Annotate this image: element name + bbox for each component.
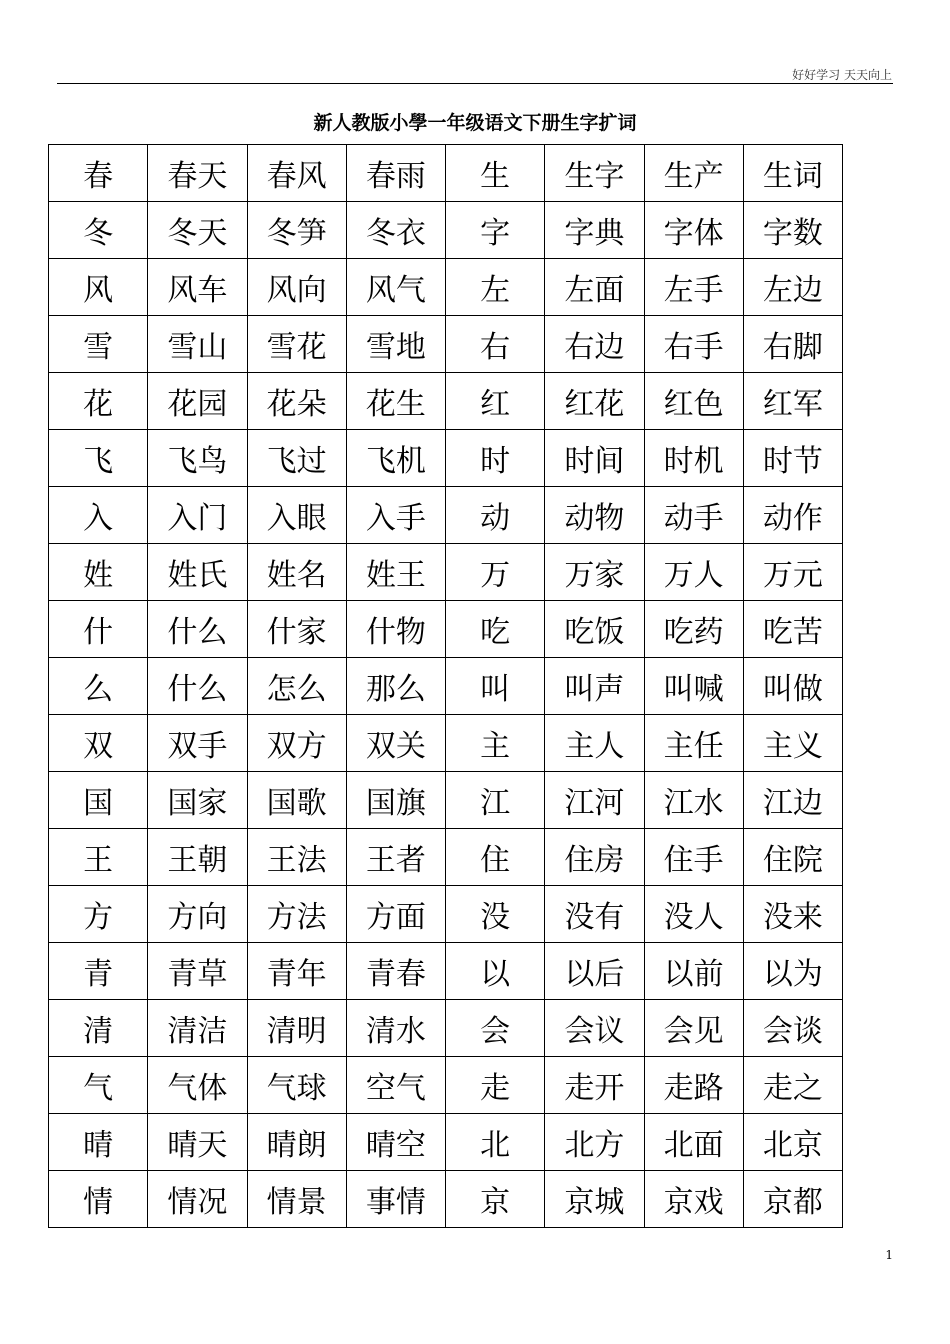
table-row [49, 601, 843, 658]
page-number: 1 [885, 1248, 893, 1262]
word-cell: 京戏 [644, 1171, 743, 1228]
word-cell: 国家 [148, 772, 247, 829]
character-cell: 江 [446, 772, 545, 829]
word-cell: 没人 [644, 886, 743, 943]
word-cell: 北方 [545, 1114, 644, 1171]
word-cell: 住手 [644, 829, 743, 886]
word-cell: 空气 [346, 1057, 445, 1114]
word-cell: 字体 [644, 202, 743, 259]
word-cell: 叫做 [743, 658, 842, 715]
word-cell: 右手 [644, 316, 743, 373]
word-cell: 入手 [346, 487, 445, 544]
table-row [49, 259, 843, 316]
character-cell: 红 [446, 373, 545, 430]
table-row [49, 145, 843, 202]
word-cell: 春天 [148, 145, 247, 202]
word-cell: 北面 [644, 1114, 743, 1171]
character-cell: 春 [49, 145, 148, 202]
page-title: 新人教版小學一年级语文下册生字扩词 [313, 112, 637, 134]
word-cell: 晴天 [148, 1114, 247, 1171]
word-cell: 花朵 [247, 373, 346, 430]
word-cell: 气体 [148, 1057, 247, 1114]
word-cell: 雪花 [247, 316, 346, 373]
word-cell: 姓氏 [148, 544, 247, 601]
word-cell: 以后 [545, 943, 644, 1000]
word-cell: 会谈 [743, 1000, 842, 1057]
character-cell: 叫 [446, 658, 545, 715]
word-cell: 时机 [644, 430, 743, 487]
word-cell: 万元 [743, 544, 842, 601]
character-cell: 入 [49, 487, 148, 544]
character-cell: 风 [49, 259, 148, 316]
word-cell: 双手 [148, 715, 247, 772]
character-cell: 没 [446, 886, 545, 943]
character-cell: 什 [49, 601, 148, 658]
character-cell: 青 [49, 943, 148, 1000]
character-cell: 冬 [49, 202, 148, 259]
character-cell: 花 [49, 373, 148, 430]
word-cell: 飞过 [247, 430, 346, 487]
character-table [48, 144, 843, 1228]
word-cell: 情景 [247, 1171, 346, 1228]
word-cell: 青年 [247, 943, 346, 1000]
table-row [49, 886, 843, 943]
word-cell: 方面 [346, 886, 445, 943]
word-cell: 雪地 [346, 316, 445, 373]
character-cell: 吃 [446, 601, 545, 658]
character-cell: 会 [446, 1000, 545, 1057]
word-cell: 冬衣 [346, 202, 445, 259]
word-cell: 主人 [545, 715, 644, 772]
character-cell: 雪 [49, 316, 148, 373]
word-cell: 国旗 [346, 772, 445, 829]
table-row [49, 202, 843, 259]
word-cell: 会见 [644, 1000, 743, 1057]
table-row [49, 829, 843, 886]
character-cell: 么 [49, 658, 148, 715]
word-cell: 什物 [346, 601, 445, 658]
header-text: 好好学习 天天向上 [792, 68, 892, 82]
word-cell: 动作 [743, 487, 842, 544]
word-cell: 春风 [247, 145, 346, 202]
word-cell: 方向 [148, 886, 247, 943]
word-cell: 京都 [743, 1171, 842, 1228]
word-cell: 飞鸟 [148, 430, 247, 487]
character-cell: 双 [49, 715, 148, 772]
word-cell: 字典 [545, 202, 644, 259]
word-cell: 王朝 [148, 829, 247, 886]
character-cell: 时 [446, 430, 545, 487]
character-cell: 国 [49, 772, 148, 829]
word-cell: 晴朗 [247, 1114, 346, 1171]
word-cell: 清明 [247, 1000, 346, 1057]
word-cell: 王法 [247, 829, 346, 886]
character-cell: 住 [446, 829, 545, 886]
character-cell: 以 [446, 943, 545, 1000]
word-cell: 吃药 [644, 601, 743, 658]
table-row [49, 544, 843, 601]
word-cell: 生词 [743, 145, 842, 202]
word-cell: 什么 [148, 601, 247, 658]
table-row [49, 1171, 843, 1228]
table-row [49, 430, 843, 487]
word-cell: 以为 [743, 943, 842, 1000]
word-cell: 江河 [545, 772, 644, 829]
table-row [49, 658, 843, 715]
word-cell: 双方 [247, 715, 346, 772]
table-row [49, 1057, 843, 1114]
table-row [49, 1114, 843, 1171]
word-cell: 雪山 [148, 316, 247, 373]
word-cell: 飞机 [346, 430, 445, 487]
character-cell: 气 [49, 1057, 148, 1114]
character-cell: 方 [49, 886, 148, 943]
character-cell: 右 [446, 316, 545, 373]
word-cell: 红色 [644, 373, 743, 430]
word-cell: 字数 [743, 202, 842, 259]
character-cell: 主 [446, 715, 545, 772]
word-cell: 右脚 [743, 316, 842, 373]
word-cell: 时节 [743, 430, 842, 487]
word-cell: 情况 [148, 1171, 247, 1228]
word-cell: 万家 [545, 544, 644, 601]
word-cell: 主义 [743, 715, 842, 772]
word-cell: 叫喊 [644, 658, 743, 715]
word-cell: 生产 [644, 145, 743, 202]
word-cell: 生字 [545, 145, 644, 202]
word-cell: 气球 [247, 1057, 346, 1114]
word-cell: 风向 [247, 259, 346, 316]
word-cell: 走开 [545, 1057, 644, 1114]
word-cell: 什家 [247, 601, 346, 658]
word-cell: 姓王 [346, 544, 445, 601]
character-cell: 万 [446, 544, 545, 601]
word-cell: 右边 [545, 316, 644, 373]
word-cell: 动物 [545, 487, 644, 544]
word-cell: 北京 [743, 1114, 842, 1171]
word-cell: 事情 [346, 1171, 445, 1228]
word-cell: 动手 [644, 487, 743, 544]
word-cell: 吃苦 [743, 601, 842, 658]
word-cell: 会议 [545, 1000, 644, 1057]
table-row [49, 487, 843, 544]
character-cell: 情 [49, 1171, 148, 1228]
word-cell: 怎么 [247, 658, 346, 715]
character-cell: 京 [446, 1171, 545, 1228]
character-cell: 字 [446, 202, 545, 259]
word-cell: 清洁 [148, 1000, 247, 1057]
word-cell: 左手 [644, 259, 743, 316]
word-cell: 红军 [743, 373, 842, 430]
character-cell: 姓 [49, 544, 148, 601]
character-cell: 晴 [49, 1114, 148, 1171]
table-row [49, 316, 843, 373]
character-cell: 生 [446, 145, 545, 202]
word-cell: 方法 [247, 886, 346, 943]
word-cell: 红花 [545, 373, 644, 430]
word-cell: 清水 [346, 1000, 445, 1057]
word-cell: 以前 [644, 943, 743, 1000]
character-cell: 左 [446, 259, 545, 316]
word-cell: 风车 [148, 259, 247, 316]
table-row [49, 1000, 843, 1057]
word-cell: 什么 [148, 658, 247, 715]
word-cell: 住房 [545, 829, 644, 886]
word-cell: 左边 [743, 259, 842, 316]
word-cell: 走路 [644, 1057, 743, 1114]
word-cell: 吃饭 [545, 601, 644, 658]
word-cell: 花生 [346, 373, 445, 430]
character-cell: 北 [446, 1114, 545, 1171]
word-cell: 冬笋 [247, 202, 346, 259]
header-divider [57, 83, 893, 84]
word-cell: 没有 [545, 886, 644, 943]
word-cell: 叫声 [545, 658, 644, 715]
word-cell: 万人 [644, 544, 743, 601]
word-cell: 江水 [644, 772, 743, 829]
word-cell: 王者 [346, 829, 445, 886]
word-cell: 冬天 [148, 202, 247, 259]
character-cell: 王 [49, 829, 148, 886]
table-row [49, 715, 843, 772]
word-cell: 住院 [743, 829, 842, 886]
word-cell: 左面 [545, 259, 644, 316]
word-cell: 双关 [346, 715, 445, 772]
word-cell: 春雨 [346, 145, 445, 202]
word-cell: 京城 [545, 1171, 644, 1228]
table-row [49, 772, 843, 829]
character-cell: 飞 [49, 430, 148, 487]
word-cell: 主任 [644, 715, 743, 772]
word-cell: 那么 [346, 658, 445, 715]
word-cell: 入门 [148, 487, 247, 544]
word-cell: 风气 [346, 259, 445, 316]
character-cell: 走 [446, 1057, 545, 1114]
word-cell: 晴空 [346, 1114, 445, 1171]
character-cell: 清 [49, 1000, 148, 1057]
word-cell: 青春 [346, 943, 445, 1000]
table-row [49, 373, 843, 430]
word-cell: 走之 [743, 1057, 842, 1114]
word-cell: 花园 [148, 373, 247, 430]
word-cell: 入眼 [247, 487, 346, 544]
word-cell: 江边 [743, 772, 842, 829]
word-cell: 国歌 [247, 772, 346, 829]
character-cell: 动 [446, 487, 545, 544]
table-row [49, 943, 843, 1000]
word-cell: 时间 [545, 430, 644, 487]
word-cell: 没来 [743, 886, 842, 943]
word-cell: 青草 [148, 943, 247, 1000]
word-cell: 姓名 [247, 544, 346, 601]
